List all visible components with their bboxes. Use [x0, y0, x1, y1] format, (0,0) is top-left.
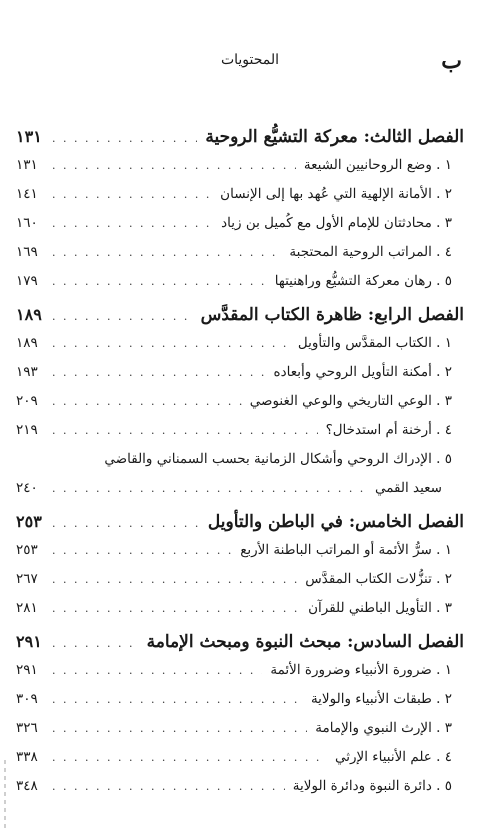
- leader-dots: [52, 180, 212, 209]
- toc-entry[interactable]: [16, 238, 464, 267]
- entry-page-number: ٢٦٧: [16, 571, 38, 587]
- toc-entry[interactable]: [16, 565, 464, 594]
- entry-title: ٢ . الأمانة الإلهية التي عُهد بها إلى الإنسان: [220, 186, 452, 202]
- entry-page-number: ٢٨١: [16, 600, 38, 616]
- entry-title: ٢ . طبقات الأنبياء والولاية: [310, 691, 452, 707]
- entry-title: ٤ . علم الأنبياء الإرثي: [334, 749, 452, 765]
- entry-title: ٤ . المراتب الروحية المحتجبة: [289, 244, 452, 260]
- entry-title: ٥ . رهان معركة التشيُّع وراهنيتها: [274, 273, 452, 289]
- leader-dots: [52, 714, 307, 743]
- chapter-3-row[interactable]: [16, 122, 464, 151]
- leader-dots: [52, 329, 290, 358]
- chapter-title: الفصل الثالث: معركة التشيُّع الروحية: [205, 127, 464, 147]
- entry-page-number: ٢١٩: [16, 422, 38, 438]
- entry-page-number: ١٦٩: [16, 244, 38, 260]
- entry-page-number: ٣٢٦: [16, 720, 38, 736]
- leader-dots: [52, 387, 242, 416]
- toc-entry[interactable]: [16, 358, 464, 387]
- chapter-page-number: ١٨٩: [16, 305, 42, 324]
- entry-page-number: ١٨٩: [16, 335, 38, 351]
- leader-dots: [52, 772, 285, 801]
- entry-page-number: ١٦٠: [16, 215, 38, 231]
- toc-entry[interactable]: [16, 743, 464, 772]
- leader-dots: [52, 594, 300, 623]
- entry-title: ٣ . محادثتان للإمام الأول مع كُميل بن زياد: [221, 215, 452, 231]
- leader-dots: [52, 238, 281, 267]
- scan-edge-mark: [4, 760, 6, 832]
- chapter-page-number: ٢٥٣: [16, 512, 42, 531]
- entry-page-number: ٢٠٩: [16, 393, 38, 409]
- entry-title: ٢ . تنزُّلات الكتاب المقدَّس: [305, 571, 452, 587]
- toc-entry[interactable]: [16, 656, 464, 685]
- leader-dots: [52, 267, 267, 296]
- chapter-page-number: ١٣١: [16, 127, 42, 146]
- entry-title: ٣ . الوعي التاريخي والوعي الغنوصي: [249, 393, 452, 409]
- toc-entry[interactable]: [16, 714, 464, 743]
- leader-dots: [52, 743, 327, 772]
- toc-entry[interactable]: [16, 151, 464, 180]
- toc-entry[interactable]: [16, 536, 464, 565]
- chapter-page-number: ٢٩١: [16, 632, 42, 651]
- page-title: المحتويات: [220, 52, 280, 68]
- entry-page-number: ٣٠٩: [16, 691, 38, 707]
- entry-title: ١ . ضرورة الأنبياء وضرورة الأئمة: [270, 662, 452, 678]
- chapter-6-row[interactable]: [16, 627, 464, 656]
- toc-entry[interactable]: [16, 387, 464, 416]
- entry-page-number: ٢٩١: [16, 662, 38, 678]
- leader-dots: [52, 509, 200, 536]
- toc-entry[interactable]: [16, 209, 464, 238]
- entry-page-number: ١٧٩: [16, 273, 38, 289]
- toc-entry[interactable]: [16, 180, 464, 209]
- chapter-title: الفصل السادس: مبحث النبوة ومبحث الإمامة: [146, 632, 464, 652]
- toc-entry[interactable]: [16, 594, 464, 623]
- chapter-5-row[interactable]: [16, 507, 464, 536]
- leader-dots: [52, 536, 232, 565]
- leader-dots: [52, 358, 266, 387]
- chapter-title: الفصل الرابع: ظاهرة الكتاب المقدَّس: [200, 305, 464, 325]
- toc-entry[interactable]: [16, 267, 464, 296]
- leader-dots: [52, 565, 297, 594]
- page-header: [0, 50, 500, 76]
- chapter-title: الفصل الخامس: في الباطن والتأويل: [207, 512, 464, 532]
- chapter-4-row[interactable]: [16, 300, 464, 329]
- leader-dots: [52, 685, 303, 714]
- toc-entry[interactable]: [16, 685, 464, 714]
- entry-title: ١ . الكتاب المقدَّس والتأويل: [297, 335, 452, 351]
- entry-title: ١ . وضع الروحانيين الشيعة: [303, 157, 452, 173]
- leader-dots: [52, 209, 213, 238]
- entry-page-number: ١٩٣: [16, 364, 38, 380]
- table-of-contents: [16, 122, 464, 801]
- leader-dots: [52, 656, 262, 685]
- entry-page-number: ٣٤٨: [16, 778, 38, 794]
- entry-title: ٣ . التأويل الباطني للقرآن: [308, 600, 452, 616]
- entry-title: ٢ . أمكنة التأويل الروحي وأبعاده: [273, 364, 452, 380]
- toc-entry[interactable]: [16, 772, 464, 801]
- toc-entry[interactable]: [16, 474, 464, 503]
- leader-dots: [52, 474, 367, 503]
- entry-title: ٥ . دائرة النبوة ودائرة الولاية: [292, 778, 452, 794]
- leader-dots: [52, 629, 139, 656]
- entry-title-line-1[interactable]: ٥ . الإدراك الروحي وأشكال الزمانية بحسب السمناني والقاضي: [104, 451, 452, 467]
- entry-title: ٤ . أرخنة أم استدخال؟: [325, 422, 452, 438]
- toc-entry[interactable]: [16, 416, 464, 445]
- toc-entry[interactable]: [16, 329, 464, 358]
- entry-page-number: ٢٥٣: [16, 542, 38, 558]
- leader-dots: [52, 151, 296, 180]
- entry-page-number: ٣٣٨: [16, 749, 38, 765]
- entry-page-number: ٢٤٠: [16, 480, 38, 496]
- entry-page-number: ١٤١: [16, 186, 38, 202]
- entry-title: ١ . سرُّ الأئمة أو المراتب الباطنة الأربع: [240, 542, 452, 558]
- page-letter: ب: [441, 48, 462, 74]
- entry-title: ٣ . الإرث النبوي والإمامة: [315, 720, 452, 736]
- leader-dots: [52, 416, 318, 445]
- leader-dots: [52, 124, 197, 151]
- entry-page-number: ١٣١: [16, 157, 38, 173]
- entry-title-line-2: سعيد القمي: [374, 480, 442, 496]
- leader-dots: [52, 302, 193, 329]
